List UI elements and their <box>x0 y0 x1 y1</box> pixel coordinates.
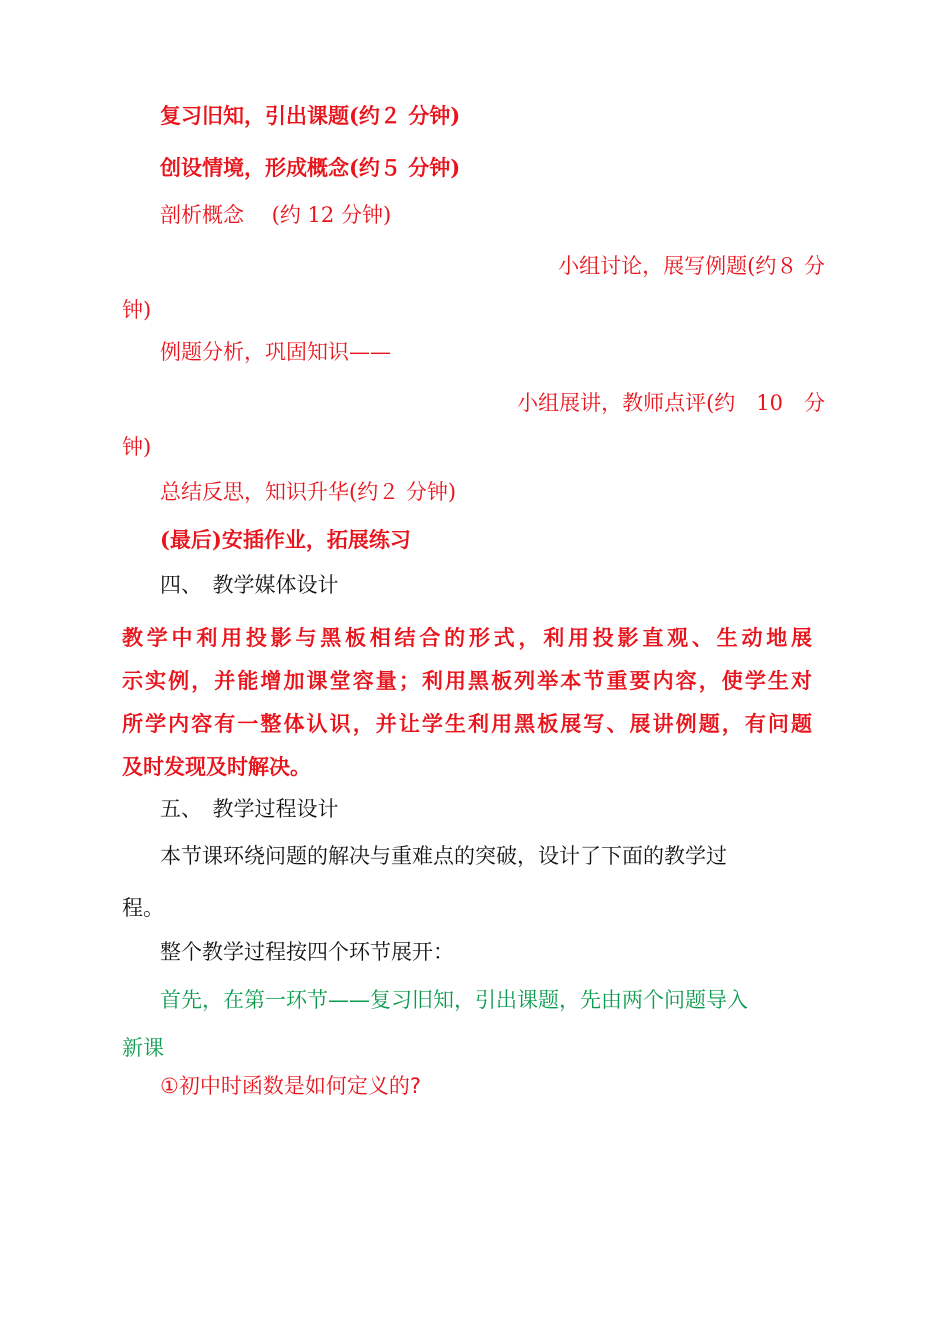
item-analyze-concept: 剖析概念 (约 12 分钟) <box>160 203 392 227</box>
item-summary: 总结反思，知识升华(约２ 分钟) <box>160 480 457 504</box>
question-one: ①初中时函数是如何定义的? <box>160 1074 421 1098</box>
item-group-discussion: 小组讨论，展写例题(约８ 分 <box>558 254 825 278</box>
item-group-presentation-cont: 钟) <box>122 435 152 459</box>
item-group-presentation: 小组展讲，教师点评(约 10 分 <box>517 391 825 415</box>
heading-review: 复习旧知，引出课题(约２ 分钟) <box>160 103 461 128</box>
process-steps-intro: 整个教学过程按四个环节展开： <box>160 940 454 964</box>
media-paragraph-line-4: 及时发现及时解决。 <box>122 754 311 779</box>
media-paragraph-line-1: 教学中利用投影与黑板相结合的形式，利用投影直观、生动地展 <box>122 625 812 650</box>
heading-homework: (最后)安插作业，拓展练习 <box>160 527 411 552</box>
item-example-analysis: 例题分析，巩固知识—— <box>160 340 391 364</box>
media-paragraph-line-3: 所学内容有一整体认识，并让学生利用黑板展写、展讲例题，有问题 <box>122 711 812 736</box>
item-group-discussion-cont: 钟) <box>122 298 152 322</box>
process-intro-line-1: 本节课环绕问题的解决与重难点的突破，设计了下面的教学过 <box>160 844 727 868</box>
heading-scenario: 创设情境，形成概念(约５ 分钟) <box>160 155 461 180</box>
section-five-title: 五、 教学过程设计 <box>160 797 339 821</box>
first-step-line-1: 首先，在第一环节——复习旧知，引出课题，先由两个问题导入 <box>160 988 748 1012</box>
process-intro-line-2: 程。 <box>122 896 164 920</box>
first-step-line-2: 新课 <box>122 1036 164 1060</box>
section-four-title: 四、 教学媒体设计 <box>160 573 339 597</box>
media-paragraph-line-2: 示实例，并能增加课堂容量；利用黑板列举本节重要内容，使学生对 <box>122 668 812 693</box>
